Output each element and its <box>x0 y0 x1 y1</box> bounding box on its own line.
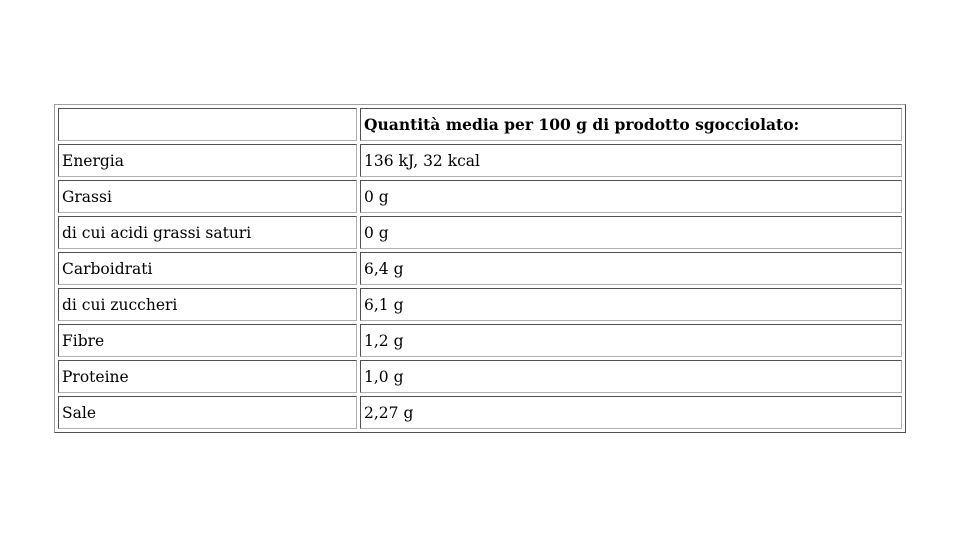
nutrient-label: Fibre <box>58 324 357 357</box>
nutrient-label: Grassi <box>58 180 357 213</box>
nutrient-value: 1,2 g <box>360 324 902 357</box>
nutrient-label: di cui acidi grassi saturi <box>58 216 357 249</box>
nutrition-table <box>54 104 906 433</box>
nutrient-value: 6,1 g <box>360 288 902 321</box>
nutrient-label: Sale <box>58 396 357 429</box>
table-row-carboidrati <box>58 252 902 285</box>
header-label-cell <box>58 108 357 141</box>
table-row-sale <box>58 396 902 429</box>
nutrient-label: Proteine <box>58 360 357 393</box>
nutrient-value: 1,0 g <box>360 360 902 393</box>
nutrient-value: 6,4 g <box>360 252 902 285</box>
nutrient-value: 136 kJ, 32 kcal <box>360 144 902 177</box>
table-row-fibre <box>58 324 902 357</box>
nutrient-label: di cui zuccheri <box>58 288 357 321</box>
header-value-cell: Quantità media per 100 g di prodotto sgocciolato: <box>360 108 902 141</box>
nutrient-value: 0 g <box>360 216 902 249</box>
table-row-acidi-grassi-saturi <box>58 216 902 249</box>
table-header-row <box>58 108 902 141</box>
nutrient-value: 2,27 g <box>360 396 902 429</box>
nutrient-label: Carboidrati <box>58 252 357 285</box>
table-row-energia <box>58 144 902 177</box>
nutrient-label: Energia <box>58 144 357 177</box>
table-row-proteine <box>58 360 902 393</box>
nutrient-value: 0 g <box>360 180 902 213</box>
table-row-grassi <box>58 180 902 213</box>
table-row-zuccheri <box>58 288 902 321</box>
